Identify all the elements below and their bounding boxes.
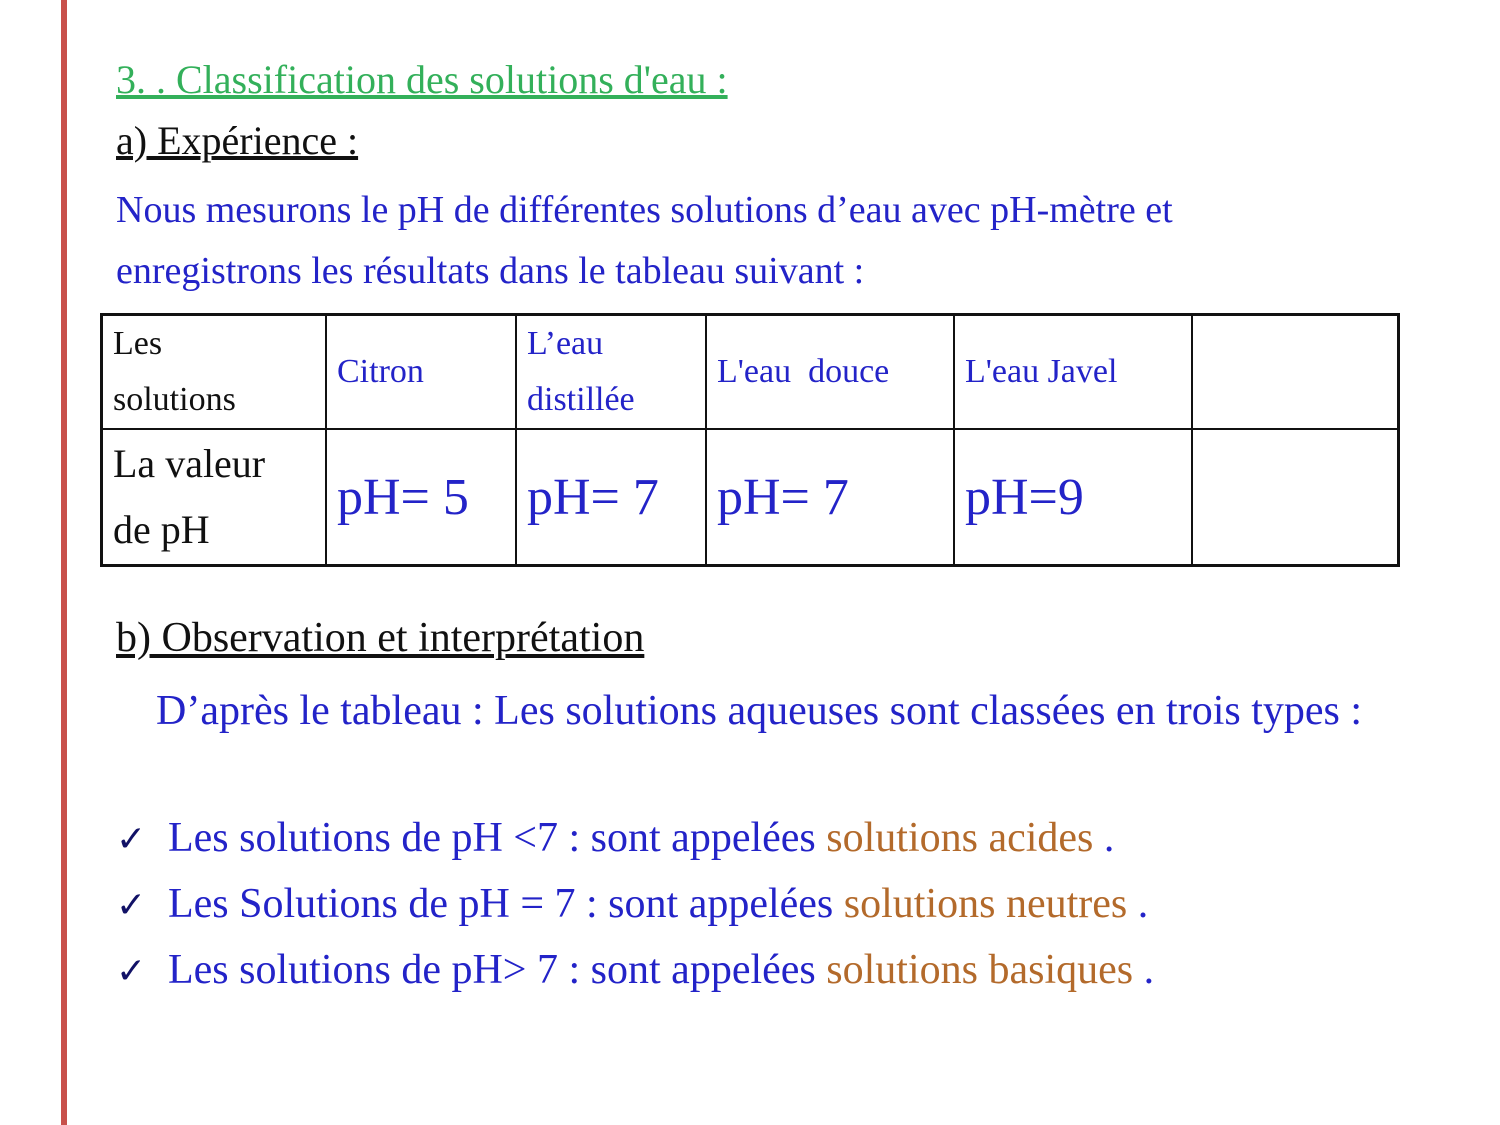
item-end: . xyxy=(1133,947,1155,993)
checkmark-icon: ✓ xyxy=(116,885,147,926)
table-cell-ph: pH= 7 xyxy=(706,429,954,566)
table-row xyxy=(102,315,1399,430)
list-item xyxy=(116,872,1154,938)
margin-rule xyxy=(61,0,67,1125)
item-term: solutions neutres xyxy=(843,881,1128,927)
table-cell-empty xyxy=(1192,315,1399,430)
ph-table xyxy=(100,313,1400,567)
cell-line: Citron xyxy=(337,353,424,390)
cell-line: L’eau xyxy=(527,325,604,362)
cell-line: distillée xyxy=(527,381,635,418)
observation-text: D’après le tableau : Les solutions aqueuses sont classées en trois types : xyxy=(156,688,1363,734)
table-cell-ph: pH=9 xyxy=(954,429,1192,566)
cell-line: L'eau douce xyxy=(717,353,890,390)
row-label-line: La valeur xyxy=(113,441,266,486)
table-cell-solution xyxy=(706,315,954,430)
observation-heading: b) Observation et interprétation xyxy=(116,615,645,661)
row-label-line: de pH xyxy=(113,507,210,552)
checkmark-icon: ✓ xyxy=(116,951,147,992)
table-cell-solution xyxy=(516,315,706,430)
table-row xyxy=(102,429,1399,566)
row-label-ph xyxy=(102,429,327,566)
item-end: . xyxy=(1127,881,1149,927)
list-item xyxy=(116,938,1154,1004)
experience-heading: a) Expérience : xyxy=(116,118,359,163)
table-cell-ph: pH= 7 xyxy=(516,429,706,566)
checkmark-icon: ✓ xyxy=(116,819,147,860)
list-item xyxy=(116,806,1154,872)
item-term: solutions acides xyxy=(826,815,1094,861)
row-label-line: solutions xyxy=(113,381,236,418)
table-cell-solution xyxy=(954,315,1192,430)
item-text: Les solutions de pH> 7 : sont appelées xyxy=(168,947,827,993)
section-title: 3. . Classification des solutions d'eau : xyxy=(116,57,728,102)
table-cell-empty xyxy=(1192,429,1399,566)
item-term: solutions basiques xyxy=(826,947,1134,993)
table-cell-ph: pH= 5 xyxy=(326,429,516,566)
item-text: Les solutions de pH <7 : sont appelées xyxy=(168,815,827,861)
row-label-solutions xyxy=(102,315,327,430)
item-end: . xyxy=(1093,815,1115,861)
row-label-line: Les xyxy=(113,325,163,362)
classification-list xyxy=(116,806,1154,1004)
item-text: Les Solutions de pH = 7 : sont appelées xyxy=(168,881,844,927)
experience-text: Nous mesurons le pH de différentes solutions d’eau avec pH-mètre et enregistrons les résultats dans le tableau suivant : xyxy=(116,189,1173,292)
table-cell-solution xyxy=(326,315,516,430)
cell-line: L'eau Javel xyxy=(965,353,1118,390)
